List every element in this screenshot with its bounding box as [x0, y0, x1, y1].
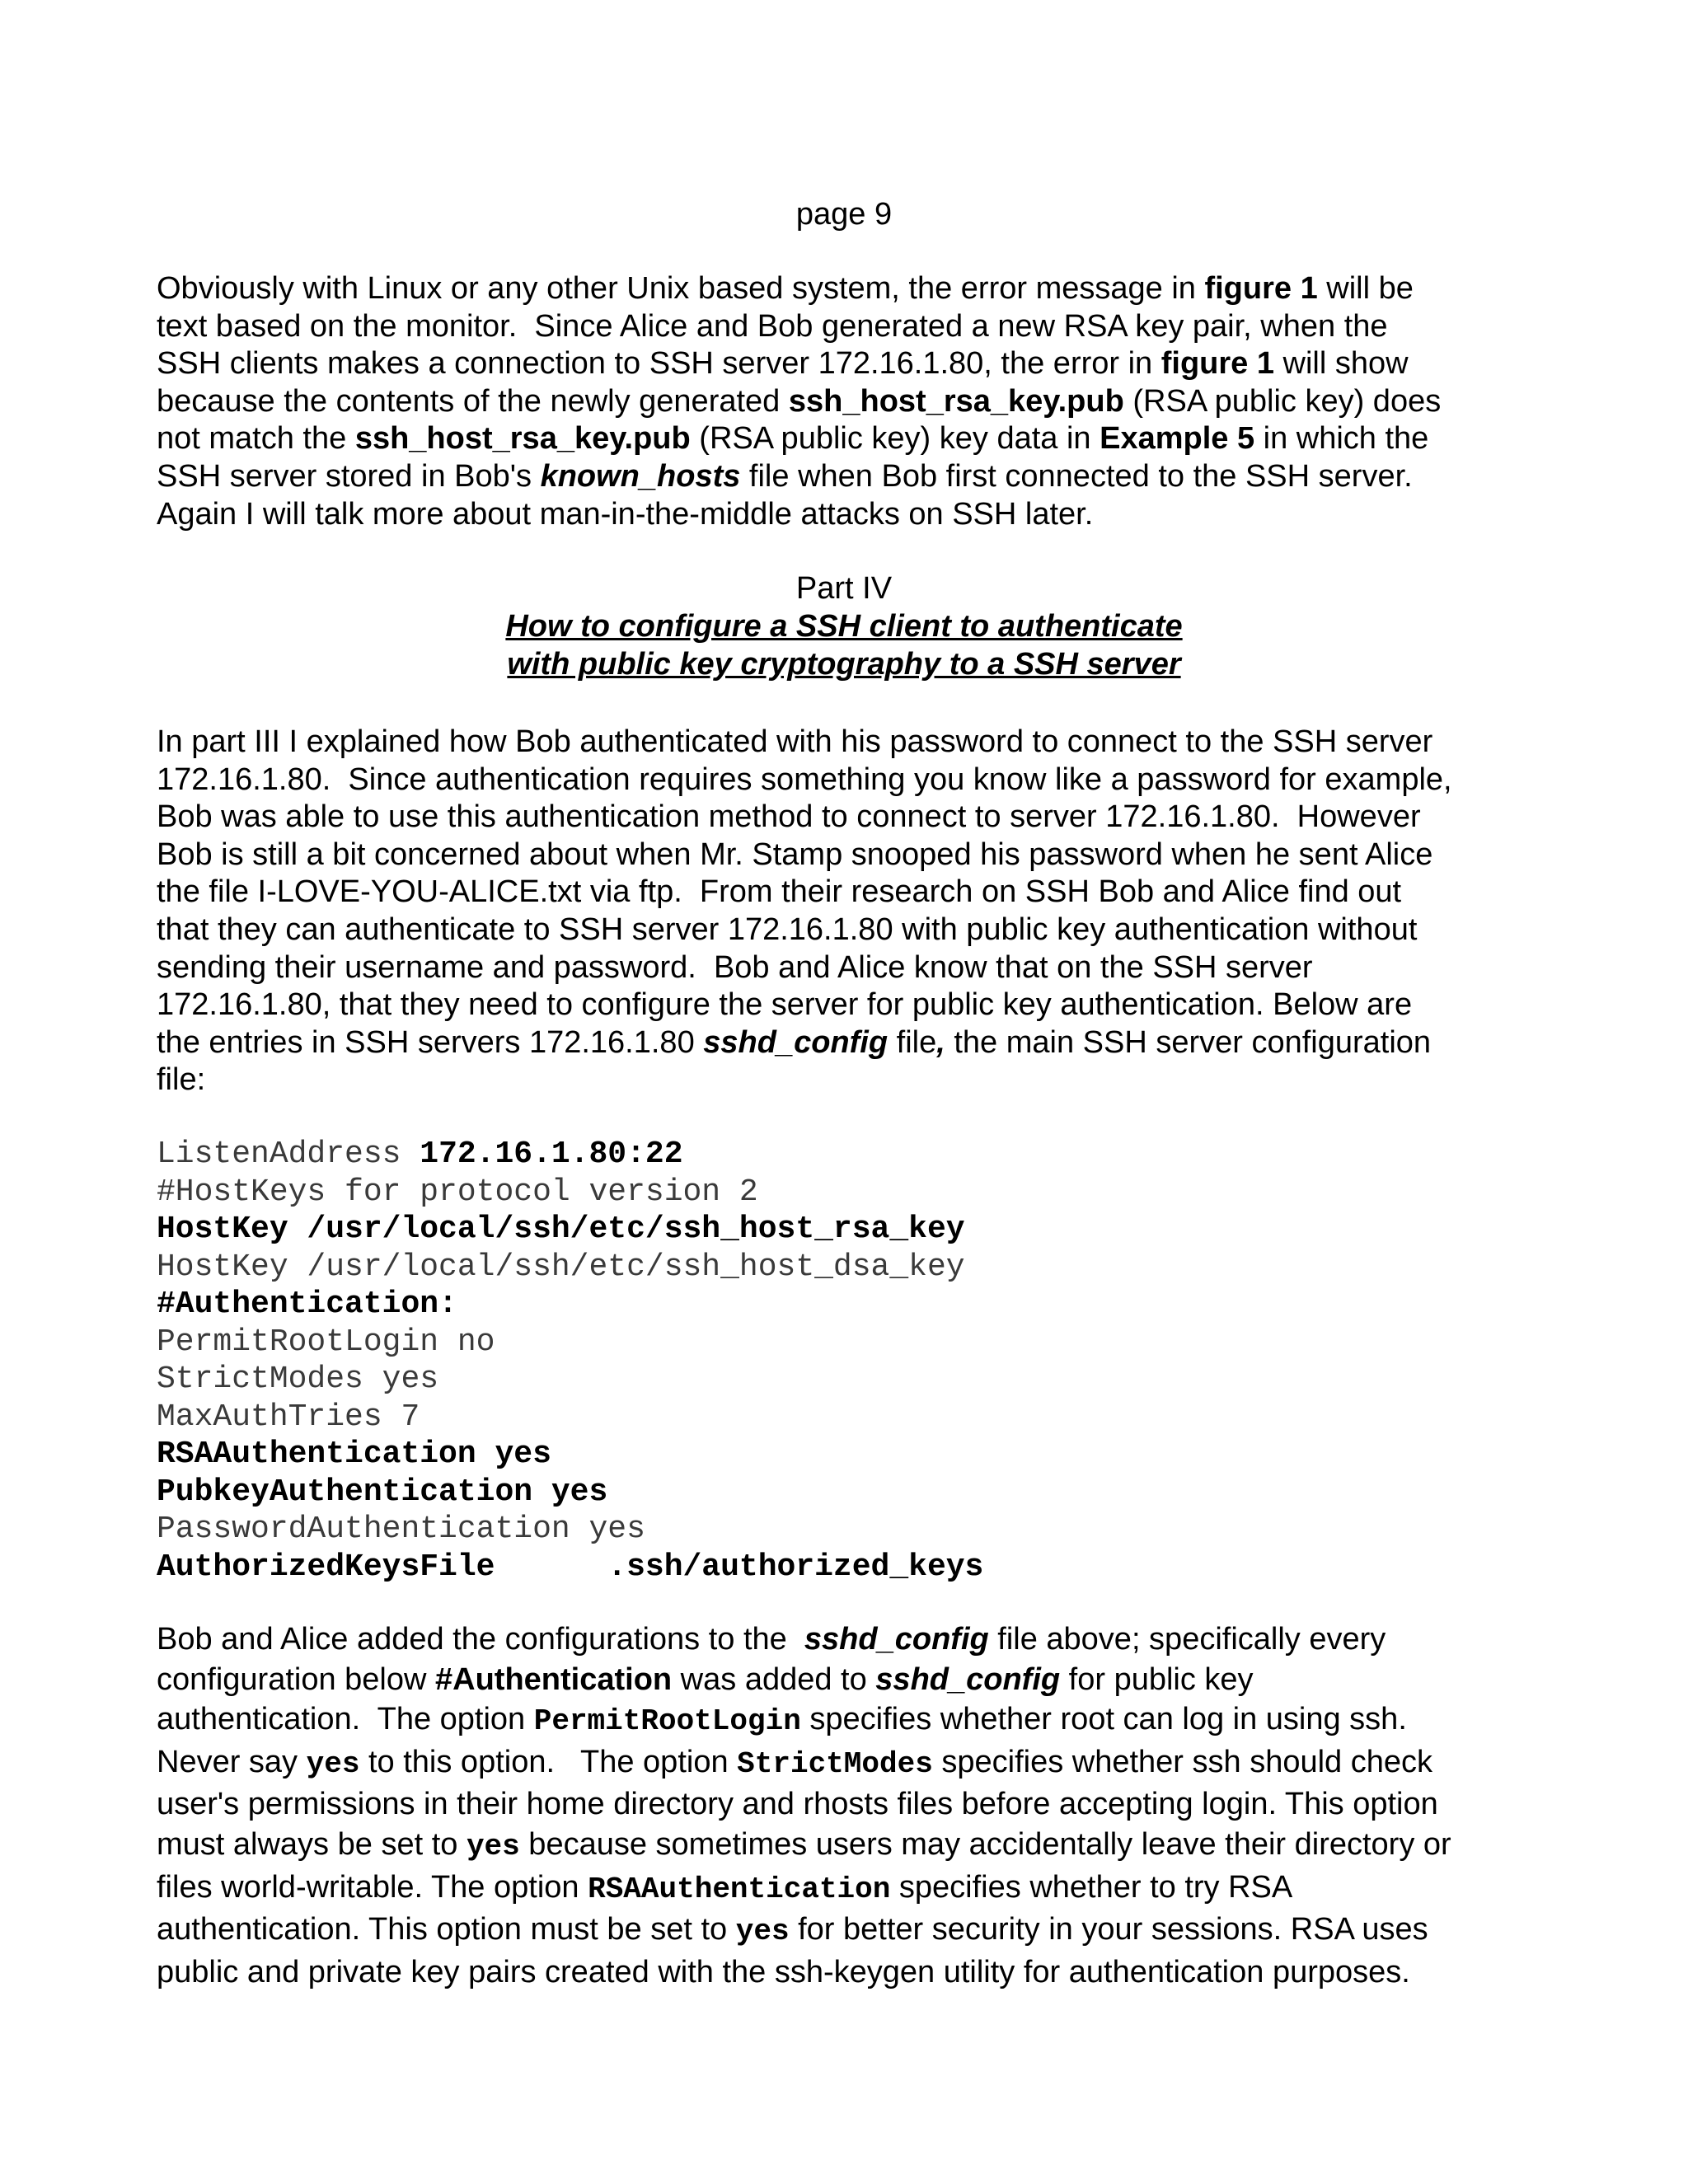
text-run: file: [157, 1062, 206, 1098]
text-run: the entries in SSH servers 172.16.1.80 [157, 1024, 704, 1060]
text-run: Obviously with Linux or any other Unix based system, the error message in [157, 271, 1205, 306]
text-line [157, 912, 1558, 949]
text-run: text based on the monitor. Since Alice and Bob generated a new RSA key pair, when the [157, 308, 1388, 344]
code-line [157, 1324, 1558, 1361]
part-title-text: with public key cryptography to a SSH server [507, 647, 1181, 682]
inline-code: yes [466, 1829, 520, 1863]
code-text: PermitRootLogin no [157, 1324, 495, 1360]
code-text: PubkeyAuthentication yes [157, 1474, 608, 1510]
text-line [157, 308, 1558, 346]
bold-italic-text: sshd_config [703, 1024, 889, 1060]
code-text: RSAAuthentication yes [157, 1436, 551, 1472]
text-run: Again I will talk more about man-in-the-middle attacks on SSH later. [157, 496, 1094, 532]
code-line [157, 1136, 1558, 1174]
text-run: 172.16.1.80, that they need to configure the server for public key authentication. Below are [157, 987, 1413, 1023]
text-line [157, 1024, 1558, 1062]
part-iii-paragraph [157, 724, 1558, 1099]
text-run: Never say [157, 1744, 307, 1779]
text-run: in which the [1254, 421, 1429, 457]
text-line [157, 270, 1558, 308]
code-line [157, 1286, 1558, 1324]
inline-code: PermitRootLogin [533, 1704, 801, 1739]
text-line [157, 420, 1558, 458]
text-run: because the contents of the newly generated [157, 383, 789, 419]
text-run: (RSA public key) key data in [690, 421, 1100, 457]
text-run: specifies whether ssh should check [932, 1744, 1432, 1779]
text-run: the main SSH server configuration [945, 1024, 1432, 1060]
text-run: In part III I explained how Bob authenticated with his password to connect to the SSH server [157, 724, 1433, 759]
code-line [157, 1174, 1558, 1212]
text-run: 172.16.1.80. Since authentication requires something you know like a password for example, [157, 762, 1452, 797]
inline-code: RSAAuthentication [588, 1872, 891, 1906]
text-run: configuration below [157, 1661, 435, 1697]
code-line [157, 1436, 1558, 1474]
text-line [157, 1952, 1558, 1993]
code-text: HostKey /usr/local/ssh/etc/ssh_host_dsa_key [157, 1249, 965, 1285]
text-line [157, 1619, 1558, 1660]
text-line [157, 458, 1558, 496]
text-run: files world-writable. The option [157, 1869, 588, 1905]
code-text: ListenAddress [157, 1137, 420, 1172]
part-label: Part IV [795, 571, 893, 606]
inline-code: StrictModes [737, 1746, 933, 1781]
part-title-text: How to configure a SSH client to authenticate [505, 609, 1183, 644]
text-line [157, 762, 1558, 799]
text-run: that they can authenticate to SSH server 172.16.1.80 with public key authentication without [157, 912, 1418, 947]
text-run: to this option. The option [359, 1744, 738, 1779]
text-run: was added to [672, 1661, 876, 1697]
intro-paragraph [157, 270, 1558, 533]
code-text: PasswordAuthentication yes [157, 1511, 645, 1547]
bold-text: ssh_host_rsa_key.pub [788, 383, 1124, 419]
text-run: must always be set to [157, 1826, 467, 1862]
text-run: specifies whether root can log in using ssh. [800, 1702, 1407, 1737]
bold-text: Example 5 [1100, 421, 1255, 457]
code-line [157, 1474, 1558, 1511]
text-run: file [888, 1024, 937, 1060]
text-line [157, 1825, 1558, 1868]
bold-text: figure 1 [1160, 346, 1274, 382]
code-line [157, 1511, 1558, 1549]
text-line [157, 949, 1558, 987]
text-run: (RSA public key) does [1123, 383, 1442, 419]
sshd-config-code-block [157, 1136, 1558, 1586]
text-run: authentication. The option [157, 1702, 534, 1737]
text-run: for public key [1060, 1661, 1254, 1697]
text-run: not match the [157, 421, 355, 457]
text-run: authentication. This option must be set to [157, 1912, 736, 1947]
code-text: StrictModes yes [157, 1361, 439, 1397]
part-title-line-2 [0, 646, 1688, 684]
text-line [157, 1784, 1558, 1825]
text-run: because sometimes users may accidentally leave their directory or [519, 1826, 1451, 1862]
bold-text: ssh_host_rsa_key.pub [354, 421, 691, 457]
text-line [157, 1910, 1558, 1952]
text-run: the file I-LOVE-YOU-ALICE.txt via ftp. From their research on SSH Bob and Alice find out [157, 874, 1402, 910]
text-run: sending their username and password. Bob and Alice know that on the SSH server [157, 949, 1313, 985]
page-number: page 9 [795, 197, 893, 232]
code-text: AuthorizedKeysFile .ssh/authorized_keys [157, 1549, 984, 1585]
bold-italic-text: known_hosts [540, 458, 741, 494]
code-text: MaxAuthTries 7 [157, 1399, 420, 1435]
code-highlight: 172.16.1.80:22 [420, 1137, 683, 1172]
text-run: SSH server stored in Bob's [157, 458, 541, 494]
text-run: SSH clients makes a connection to SSH server 172.16.1.80, the error in [157, 346, 1161, 382]
text-line [157, 874, 1558, 912]
bold-italic-text: , [936, 1024, 945, 1060]
text-line [157, 724, 1558, 762]
bold-italic-text: sshd_config [804, 1622, 989, 1657]
code-line [157, 1549, 1558, 1586]
text-line [157, 837, 1558, 874]
text-run: file above; specifically every [988, 1622, 1386, 1657]
part-title-line-1 [0, 608, 1688, 646]
code-line [157, 1361, 1558, 1399]
text-run: for better security in your sessions. RSA uses [789, 1912, 1428, 1947]
text-line [157, 496, 1558, 534]
code-line [157, 1211, 1558, 1249]
text-line [157, 345, 1558, 383]
bold-italic-text: sshd_config [875, 1661, 1061, 1697]
text-run: Bob and Alice added the configurations to the [157, 1622, 804, 1657]
bold-text: figure 1 [1204, 271, 1318, 306]
text-line [157, 1699, 1558, 1742]
text-line [157, 1062, 1558, 1099]
text-run: will be [1317, 271, 1414, 306]
code-text: #HostKeys for protocol version 2 [157, 1174, 758, 1210]
text-run: user's permissions in their home directory and rhosts files before accepting login. This option [157, 1787, 1438, 1822]
text-line [157, 1660, 1558, 1700]
text-line [157, 799, 1558, 837]
text-run: public and private key pairs created with the ssh-keygen utility for authentication purposes. [157, 1954, 1410, 1990]
inline-code: yes [306, 1746, 360, 1781]
code-text: HostKey /usr/local/ssh/etc/ssh_host_rsa_key [157, 1212, 965, 1247]
text-run: file when Bob first connected to the SSH server. [740, 458, 1413, 494]
bold-text: #Authentication [435, 1661, 673, 1697]
text-run: Bob is still a bit concerned about when Mr. Stamp snooped his password when he sent Alice [157, 837, 1433, 872]
text-run: Bob was able to use this authentication method to connect to server 172.16.1.80. However [157, 799, 1421, 835]
text-run: specifies whether to try RSA [890, 1869, 1293, 1905]
code-line [157, 1249, 1558, 1286]
inline-code: yes [735, 1915, 790, 1949]
text-line [157, 383, 1558, 421]
configuration-explanation-paragraph [157, 1619, 1558, 1992]
text-line [157, 1742, 1558, 1785]
text-run: will show [1273, 346, 1409, 382]
text-line [157, 987, 1558, 1024]
code-line [157, 1399, 1558, 1436]
text-line [157, 1868, 1558, 1910]
code-text: #Authentication: [157, 1286, 457, 1322]
